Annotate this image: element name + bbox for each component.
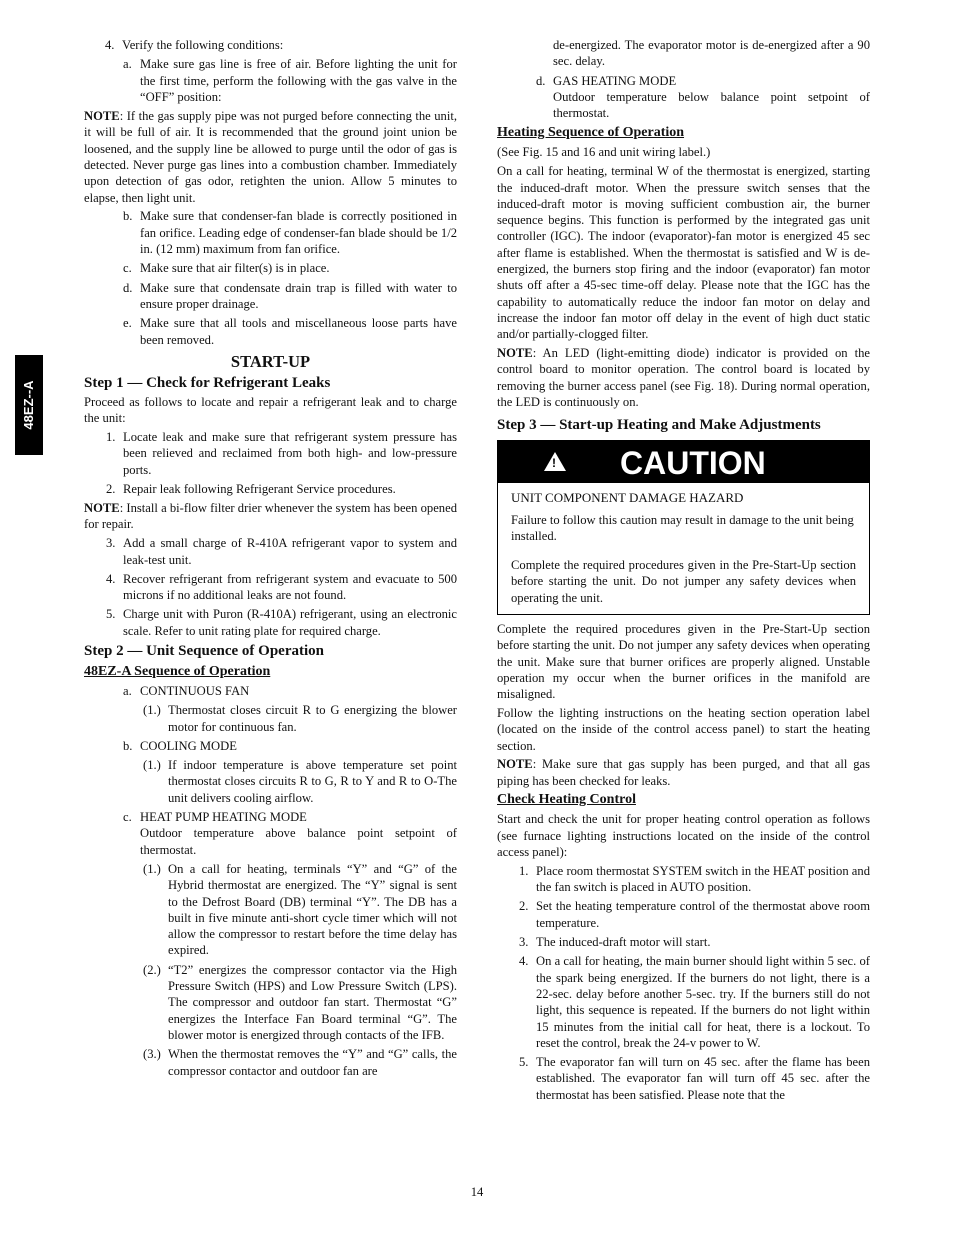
left-column (84, 37, 457, 1082)
note-paragraph (497, 756, 870, 789)
list-item-desc: Outdoor temperature above balance point setpoint of thermostat. (140, 826, 457, 857)
item-text: Place room thermostat SYSTEM switch in the HEAT position and the fan switch is placed in AUTO position. (536, 863, 870, 895)
list-item: 4. Recover refrigerant from refrigerant system and evacuate to 500 microns if no additional leaks are not found. (106, 571, 457, 603)
sub-heading: 48EZ-A Sequence of Operation (84, 664, 271, 679)
list-item: 3. The induced-draft motor will start. (519, 935, 711, 950)
sub-heading: Heating Sequence of Operation (497, 125, 685, 141)
list-item: d. Make sure that condensate drain trap is filled with water to ensure proper drainage. (123, 280, 457, 311)
list-item: (1.) If indoor temperature is above temperature set point thermostat closes circuits R to G, R to Y and R to O-The unit delivers cooling airflow. (143, 758, 457, 805)
list-item-desc: Outdoor temperature below balance point setpoint of thermostat. (553, 89, 870, 121)
item-text: Make sure that air filter(s) is in place. (140, 261, 330, 276)
page-number: 14 (470, 1185, 484, 1199)
note-paragraph (84, 108, 457, 206)
list-item: (1.) On a call for heating, terminals “Y” and “G” of the Hybrid thermostat are energized. The “Y” signal is sent to the Defrost Board (DB) terminal “Y”. The DB has a built in five minute anti-short cycle timer which will not allow the compressor to restart before the time delay has expired. (143, 861, 457, 958)
item-text: HEAT PUMP HEATING MODE (140, 810, 307, 825)
note-text: : If the gas supply pipe was not purged before connecting the unit, it will be full of air. It is recommended that the ground joint union be loosened, and the supply line be allowed to purge until the odor of gas is detected. Never purge gas lines into a combustion chamber. Immediately upon detection of gas odor, retighten the union. Allow 5 minutes to elapse, then light unit. (84, 109, 457, 205)
paragraph: Proceed as follows to locate and repair a refrigerant leak and to charge the unit: (84, 394, 457, 426)
list-item: 5. The evaporator fan will turn on 45 sec. after the flame has been established. The evaporator fan will turn off 45 sec. after the thermostat has been satisfied. Please note that the (519, 1055, 870, 1102)
caution-text: Failure to follow this caution may result in damage to the unit being installed. (511, 512, 854, 543)
side-tab (15, 355, 43, 455)
item-text: Charge unit with Puron (R-410A) refrigerant, using an electronic scale. Refer to unit rating plate for required charge. (123, 607, 457, 638)
paragraph: On a call for heating, terminal W of the thermostat is energized, starting the induced-draft motor. When the pressure switch senses that the induced-draft motor is moving sufficient combustion air, the burner sequence begins. This function is performed by the integrated gas unit controller (IGC). The indoor (evaporator)-fan motor is energized 45 sec after flame is established. When the thermostat is satisfied and W is de-energized, the burners stop firing and the indoor (evaporator) fan motor shuts off after a 45-sec time-off delay. Please note that the IGC has the capability to automatically reduce the indoor fan motor on delay and increase the indoor fan motor off delay in the event of high duct static and/or partially-clogged filter. (497, 164, 870, 342)
paragraph: (See Fig. 15 and 16 and unit wiring label.) (497, 145, 711, 160)
right-column (497, 37, 870, 1106)
hazard-title: UNIT COMPONENT DAMAGE HAZARD (511, 490, 744, 506)
item-text: The induced-draft motor will start. (536, 935, 711, 950)
list-item: 4. Verify the following conditions: (105, 38, 284, 52)
item-text: Make sure that condenser-fan blade is correctly positioned in fan orifice. Leading edge of condenser-fan blade should be 1/2 in. (12 mm) maximum from fan orifice. (140, 209, 457, 257)
item-text: Thermostat closes circuit R to G energizing the blower motor for continuous fan. (168, 703, 457, 734)
caution-word: CAUTION (620, 445, 766, 482)
caution-body (498, 483, 869, 614)
note-label: NOTE (84, 501, 120, 516)
list-item: b. Make sure that condenser-fan blade is correctly positioned in fan orifice. Leading edge of condenser-fan blade should be 1/2 in. (12 mm) maximum from fan orifice. (123, 209, 457, 257)
paragraph: Start and check the unit for proper heating control operation as follows (see furnace lighting instructions located on the inside of the control access panel): (497, 812, 870, 860)
list-item: (1.) Thermostat closes circuit R to G energizing the blower motor for continuous fan. (143, 703, 457, 734)
list-item: 2. Set the heating temperature control of the thermostat above room temperature. (519, 899, 870, 930)
list-item: 3. Add a small charge of R-410A refrigerant vapor to system and leak-test unit. (106, 536, 457, 567)
item-text: Repair leak following Refrigerant Service procedures. (123, 481, 396, 496)
item-text: If indoor temperature is above temperature set point thermostat closes circuits R to G, R to Y and R to O-The unit delivers cooling airflow. (168, 758, 457, 805)
list-item: c. Make sure that air filter(s) is in place. (123, 261, 330, 276)
list-item: 5. Charge unit with Puron (R-410A) refrigerant, using an electronic scale. Refer to unit rating plate for required charge. (106, 607, 457, 638)
note-text: : An LED (light-emitting diode) indicator is provided on the control board to monitor operation. The control board is located by removing the burner access panel (see Fig. 18). During normal operation, the LED is continuously on. (497, 346, 870, 409)
list-item: c. HEAT PUMP HEATING MODE (123, 810, 307, 825)
item-text: On a call for heating, the main burner should light within 5 sec. of the spark being energized. If the burners do not light, there is a 22-sec. delay before another 5-sec. try. If the burners still do not light, this sequence is repeated. If the burners do not light within 15 minutes from the initial call for heat, there is a lockout. To reset the control, break the 24-v power to W. (536, 954, 870, 1050)
note-text: : Install a bi-flow filter drier whenever the system has been opened for repair. (84, 501, 457, 532)
note-label: NOTE (497, 346, 533, 361)
section-heading: START-UP (230, 351, 311, 371)
note-paragraph (497, 345, 870, 410)
list-item: a. CONTINUOUS FAN (123, 684, 250, 698)
caution-text: Complete the required procedures given in the Pre-Start-Up section before starting the unit. Do not jumper any safety devices when operating the unit. (511, 558, 856, 605)
list-item: (2.) “T2” energizes the compressor contactor via the High Pressure Switch (HPS) and Low Pressure Switch (LPS). The compressor and outdoor fan start. Thermostat “G” energizes the Interface Fan Board terminal “G”. The blower motor is energized through contacts of the IFB. (143, 962, 457, 1042)
item-text: Set the heating temperature control of the thermostat above room temperature. (536, 899, 870, 930)
item-text: “T2” energizes the compressor contactor via the High Pressure Switch (HPS) and Low Pressure Switch (LPS). The compressor and outdoor fan start. Thermostat “G” energizes the Interface Fan Board terminal “G”. The blower motor is energized through contacts of the IFB. (168, 962, 457, 1042)
list-item: b. COOLING MODE (123, 738, 237, 753)
caution-header (498, 441, 869, 483)
paragraph: Follow the lighting instructions on the heating section operation label (located on the inside of the control access panel) to start the heating section. (497, 706, 870, 753)
note-text: : Make sure that gas supply has been purged, and that all gas piping has been checked for leaks. (497, 757, 870, 788)
item-text: Make sure that all tools and miscellaneous loose parts have been removed. (140, 316, 457, 347)
list-item: a. Make sure gas line is free of air. Before lighting the unit for the first time, perform the following with the gas valve in the “OFF” position: (123, 57, 457, 104)
item-text: The evaporator fan will turn on 45 sec. after the flame has been established. The evaporator fan will turn off 45 sec. after the thermostat has been satisfied. Please note that the (536, 1055, 870, 1102)
item-text: Locate leak and make sure that refrigerant system pressure has been relieved and reclaimed from both high- and low-pressure ports. (123, 429, 457, 477)
sub-heading: Check Heating Control (497, 792, 636, 808)
note-label: NOTE (497, 757, 533, 772)
side-tab-label: 48EZ--A (20, 380, 36, 430)
step-heading: Step 1 — Check for Refrigerant Leaks (84, 374, 331, 391)
list-item: 1. Locate leak and make sure that refrigerant system pressure has been relieved and reclaimed from both high- and low-pressure ports. (106, 429, 457, 477)
item-text: CONTINUOUS FAN (140, 684, 250, 698)
warning-triangle-icon: ! (544, 452, 566, 471)
caution-box (497, 440, 870, 615)
step-heading: Step 3 — Start-up Heating and Make Adjustments (497, 417, 821, 434)
item-text: Verify the following conditions: (122, 38, 284, 52)
item-text: Make sure gas line is free of air. Before lighting the unit for the first time, perform the following with the gas valve in the “OFF” position: (140, 57, 457, 104)
item-text: Recover refrigerant from refrigerant system and evacuate to 500 microns if no additional leaks are not found. (123, 571, 457, 603)
list-item: 4. On a call for heating, the main burner should light within 5 sec. of the spark being energized. If the burners do not light, there is a 22-sec. delay before another 5-sec. try. If the burners still do not light, this sequence is repeated. If the burners do not light within 15 minutes from the initial call for heat, there is a lockout. To reset the control, break the 24-v power to W. (519, 954, 870, 1050)
item-text: Make sure that condensate drain trap is filled with water to ensure proper drainage. (140, 280, 457, 311)
note-label: NOTE (84, 109, 120, 124)
note-paragraph (84, 500, 457, 533)
item-text: Add a small charge of R-410A refrigerant vapor to system and leak-test unit. (123, 536, 457, 567)
item-text: COOLING MODE (140, 738, 237, 753)
list-item: d. GAS HEATING MODE (536, 73, 677, 88)
item-text: When the thermostat removes the “Y” and “G” calls, the compressor contactor and outdoor fan are (168, 1047, 457, 1078)
item-text: GAS HEATING MODE (553, 73, 677, 88)
paragraph: Complete the required procedures given in the Pre-Start-Up section before starting the unit. Do not jumper any safety devices when operating the unit. Make sure that burner orifices are properly aligned. Unstable operation my occur when the burner orifices in the manifold are misaligned. (497, 622, 870, 702)
item-text: On a call for heating, terminals “Y” and “G” of the Hybrid thermostat are energized. The “Y” signal is sent to the Defrost Board (DB) terminal “Y”. The DB has a built in five minute anti-short cycle timer which will not allow the compressor to restart before the time delay has expired. (168, 861, 457, 958)
list-item-continued: de-energized. The evaporator motor is de-energized after a 90 sec. delay. (553, 38, 870, 69)
list-item: 2. Repair leak following Refrigerant Service procedures. (106, 481, 396, 496)
list-item: 1. Place room thermostat SYSTEM switch in the HEAT position and the fan switch is placed in AUTO position. (519, 863, 870, 895)
list-item: (3.) When the thermostat removes the “Y” and “G” calls, the compressor contactor and outdoor fan are (143, 1047, 457, 1078)
list-item: e. Make sure that all tools and miscellaneous loose parts have been removed. (123, 316, 457, 347)
step-heading: Step 2 — Unit Sequence of Operation (84, 643, 324, 659)
